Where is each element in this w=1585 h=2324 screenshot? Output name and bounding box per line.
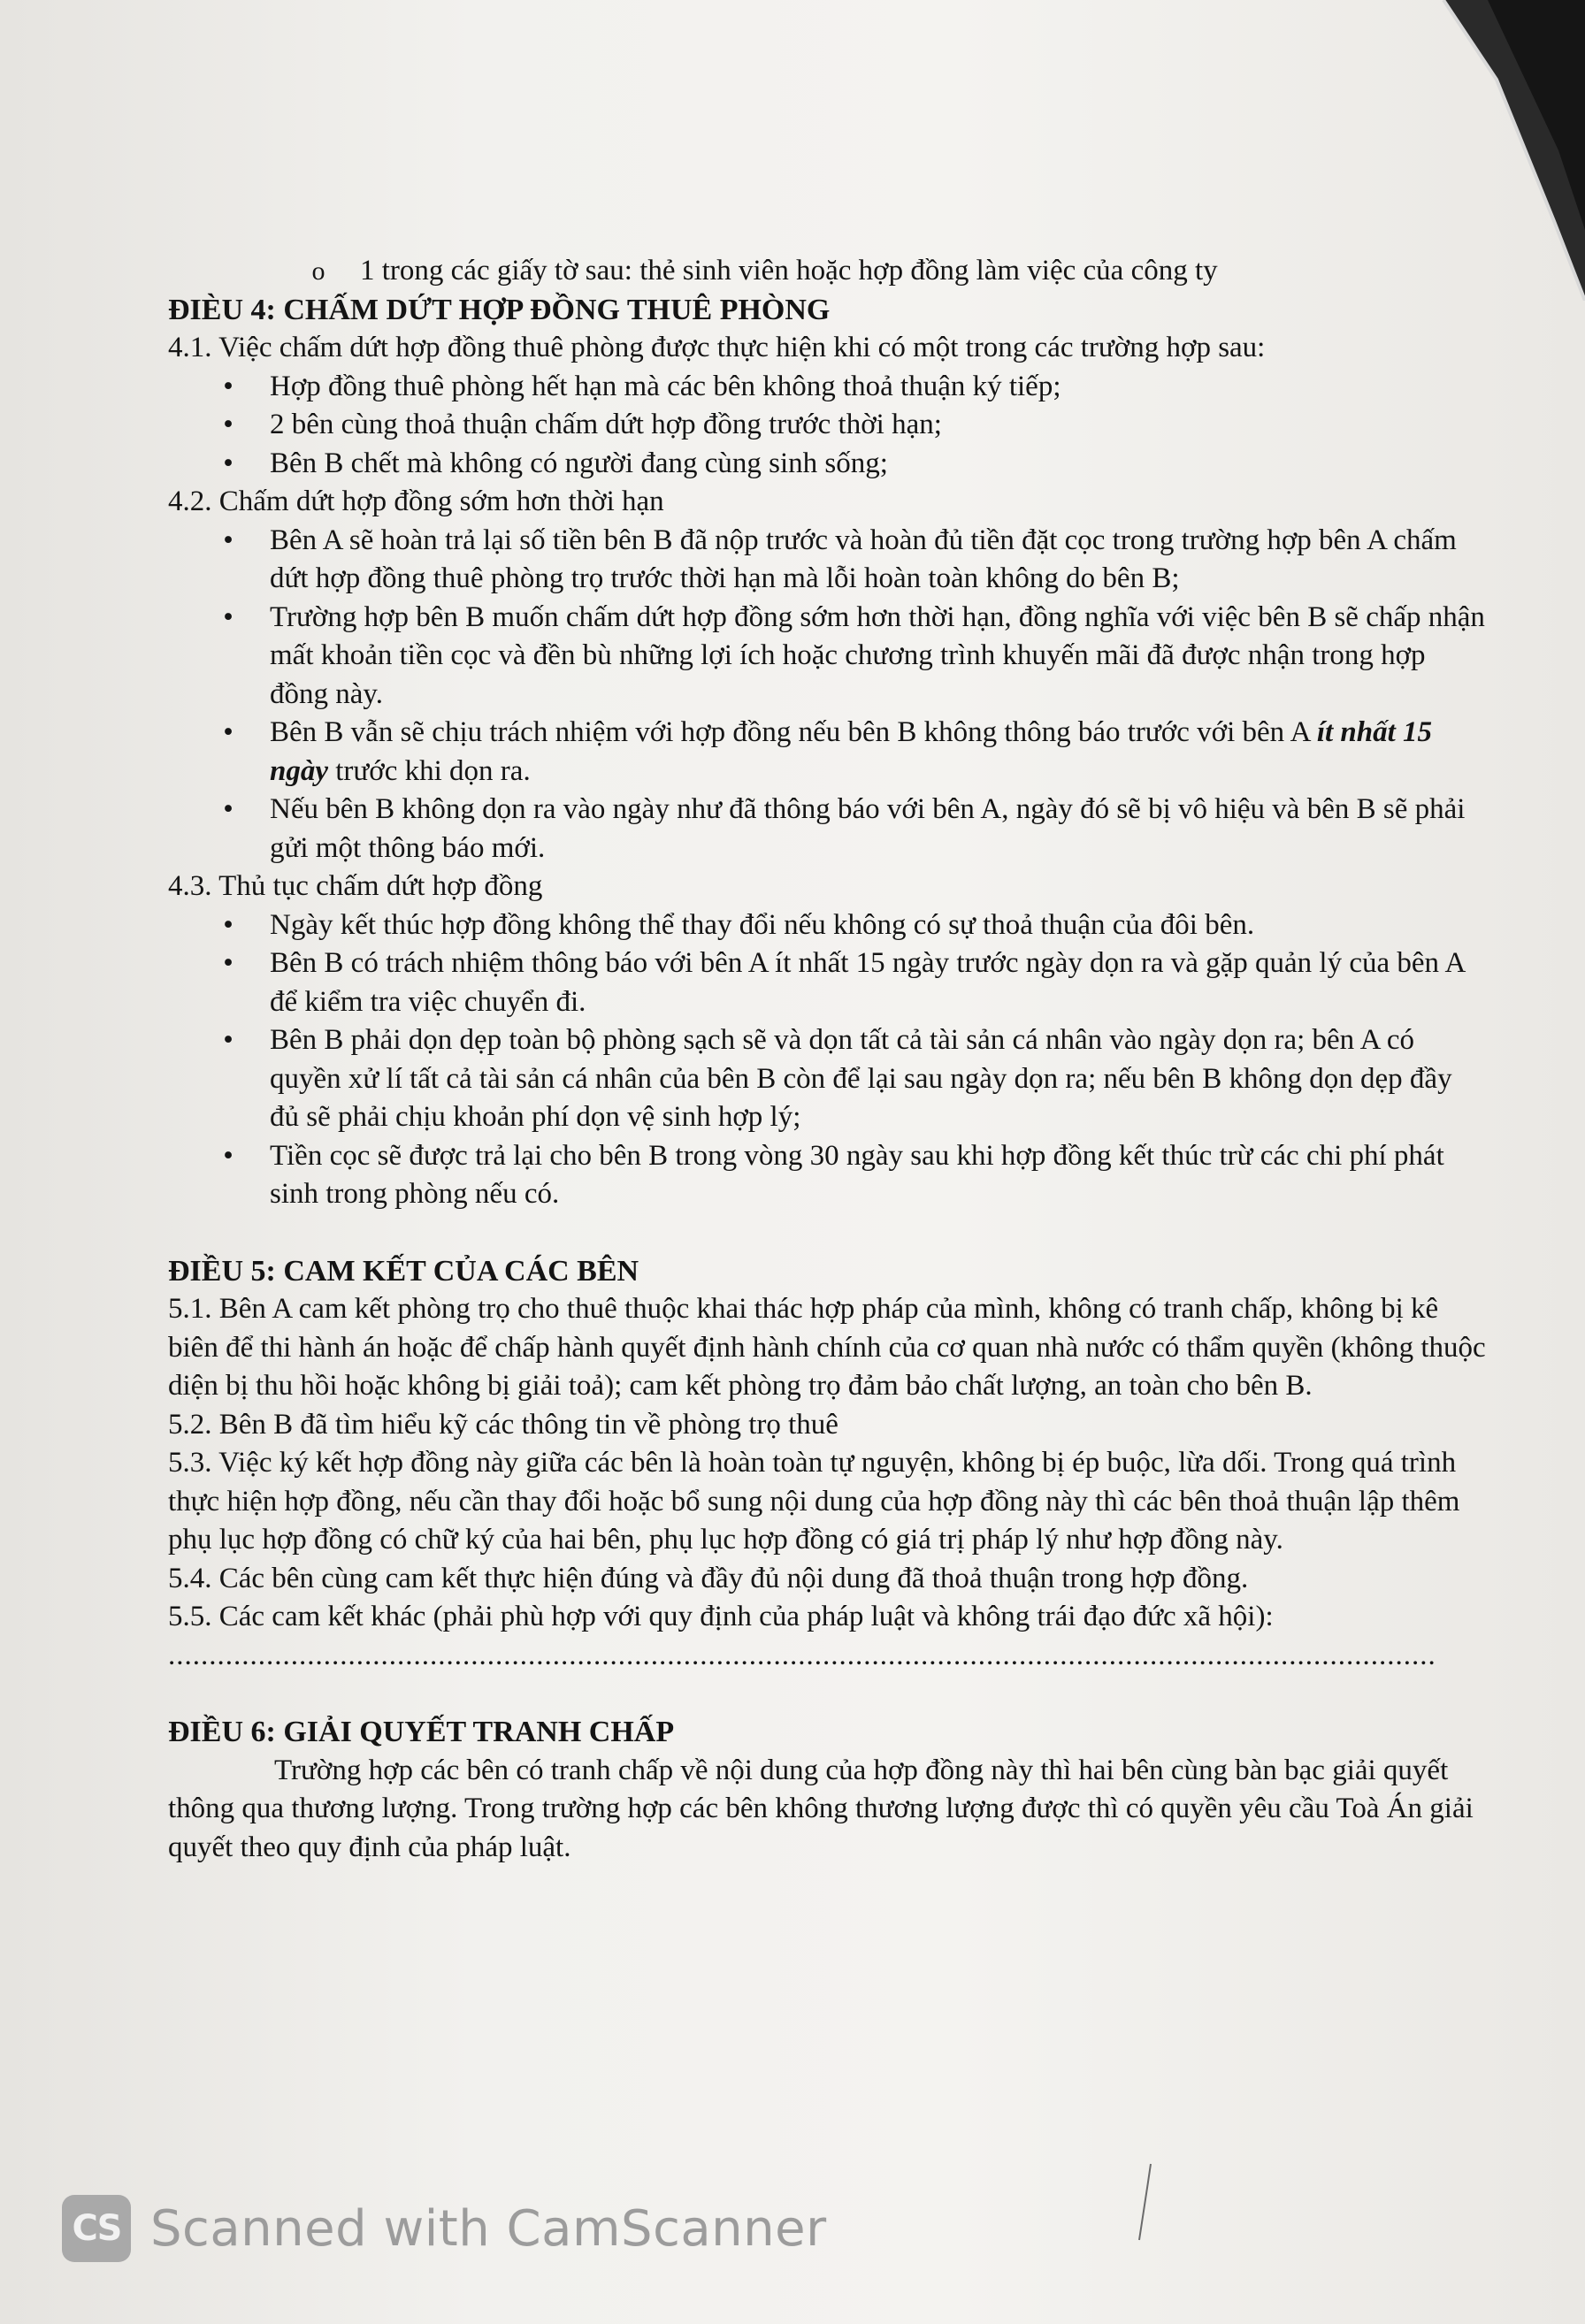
- clause-5-3: 5.3. Việc ký kết hợp đồng này giữa các bên là hoàn toàn tự nguyện, không bị ép buộc, lừa dối. Trong quá trình thực hiện hợp đồng, nếu cần thay đổi hoặc bổ sung nội dung của hợp đồng này thì các bên thoả thuận lập thêm phụ lục hợp đồng có chữ ký của hai bên, phụ lục hợp đồng có giá trị pháp lý như hợp đồng này.: [168, 1447, 1460, 1556]
- list-item: • Nếu bên B không dọn ra vào ngày như đã thông báo với bên A, ngày đó sẽ bị vô hiệu và bên B sẽ phải gửi một thông báo mới.: [168, 791, 1486, 868]
- list-item: • Tiền cọc sẽ được trả lại cho bên B trong vòng 30 ngày sau khi hợp đồng kết thúc trừ các chi phí phát sinh trong phòng nếu có.: [168, 1137, 1486, 1214]
- contract-text: [168, 252, 1486, 1867]
- dot-bullet: •: [223, 1024, 234, 1056]
- list-item: o 1 trong các giấy tờ sau: thẻ sinh viên hoặc hợp đồng làm việc của công ty: [168, 252, 1486, 291]
- camscanner-watermark: [62, 2193, 827, 2264]
- dot-bullet: •: [223, 793, 234, 825]
- article-5-heading: ĐIỀU 5: CAM KẾT CỦA CÁC BÊN: [168, 1254, 639, 1288]
- list-item: • Hợp đồng thuê phòng hết hạn mà các bên không thoả thuận ký tiếp;: [168, 368, 1486, 407]
- dot-bullet: •: [223, 370, 234, 402]
- fill-in-dotted-line: ...........................................................................................................................................................: [168, 1639, 1436, 1671]
- dot-bullet: •: [223, 1139, 234, 1172]
- clause-5-4: 5.4. Các bên cùng cam kết thực hiện đúng và đầy đủ nội dung đã thoả thuận trong hợp đồng.: [168, 1562, 1249, 1594]
- dot-bullet: •: [223, 600, 234, 633]
- watermark-text: Scanned with CamScanner: [150, 2199, 827, 2258]
- dot-bullet: •: [223, 524, 234, 556]
- list-item: • Bên B chết mà không có người đang cùng sinh sống;: [168, 445, 1486, 484]
- list-item: • Ngày kết thúc hợp đồng không thể thay đổi nếu không có sự thoả thuận của đôi bên.: [168, 906, 1486, 945]
- clause-4-3-list: [168, 906, 1486, 1214]
- list-item: • Bên B phải dọn dẹp toàn bộ phòng sạch sẽ và dọn tất cả tài sản cá nhân vào ngày dọn ra; bên A có quyền xử lí tất cả tài sản cá nhân của bên B còn để lại sau ngày dọn ra; nếu bên B không dọn dẹp đầy đủ sẽ phải chịu khoản phí dọn vệ sinh hợp lý;: [168, 1021, 1486, 1137]
- clause-5-5: 5.5. Các cam kết khác (phải phù hợp với quy định của pháp luật và không trái đạo đức xã hội):: [168, 1601, 1274, 1632]
- list-item: • Bên A sẽ hoàn trả lại số tiền bên B đã nộp trước và hoàn đủ tiền đặt cọc trong trường hợp bên A chấm dứt hợp đồng thuê phòng trọ trước thời hạn mà lỗi hoàn toàn không do bên B;: [168, 522, 1486, 599]
- dot-bullet: •: [223, 716, 234, 748]
- clause-5-2: 5.2. Bên B đã tìm hiểu kỹ các thông tin về phòng trọ thuê: [168, 1408, 838, 1441]
- clause-4-2: 4.2. Chấm dứt hợp đồng sớm hơn thời hạn: [168, 485, 664, 517]
- document-list: [168, 252, 1486, 291]
- camscanner-logo-icon: CS: [62, 2195, 131, 2262]
- list-item: • Bên B có trách nhiệm thông báo với bên A ít nhất 15 ngày trước ngày dọn ra và gặp quản lý của bên A để kiểm tra việc chuyển đi.: [168, 944, 1486, 1021]
- clause-4-3: 4.3. Thủ tục chấm dứt hợp đồng: [168, 870, 543, 902]
- clause-4-1: 4.1. Việc chấm dứt hợp đồng thuê phòng được thực hiện khi có một trong các trường hợp sau:: [168, 332, 1266, 363]
- list-item: • 2 bên cùng thoả thuận chấm dứt hợp đồng trước thời hạn;: [168, 406, 1486, 445]
- emphasis-15-days: ít nhất 15 ngày: [270, 716, 1433, 787]
- dot-bullet: •: [223, 409, 234, 440]
- article-6-body: Trường hợp các bên có tranh chấp về nội dung của hợp đồng này thì hai bên cùng bàn bạc giải quyết thông qua thương lượng. Trong trường hợp các bên không thương lượng được thì có quyền yêu cầu Toà Án giải quyết theo quy định của pháp luật.: [168, 1754, 1474, 1863]
- article-4-heading: ĐIÈU 4: CHẤM DỨT HỢP ĐỒNG THUÊ PHÒNG: [168, 293, 831, 326]
- clause-5-1: 5.1. Bên A cam kết phòng trọ cho thuê thuộc khai thác hợp pháp của mình, không có tranh chấp, không bị kê biên để thi hành án hoặc để chấp hành quyết định hành chính của cơ quan nhà nước có thẩm quyền (không thuộc diện bị thu hồi hoặc không bị giải toả); cam kết phòng trọ đảm bảo chất lượng, an toàn cho bên B.: [168, 1293, 1486, 1402]
- article-6-heading: ĐIỀU 6: GIẢI QUYẾT TRANH CHẤP: [168, 1716, 675, 1748]
- pen-stroke-mark: [1137, 2162, 1154, 2242]
- clause-4-2-list: [168, 522, 1486, 868]
- clause-4-1-list: [168, 368, 1486, 484]
- dot-bullet: •: [223, 947, 234, 979]
- dot-bullet: •: [223, 447, 234, 479]
- list-item: • Bên B vẫn sẽ chịu trách nhiệm với hợp đồng nếu bên B không thông báo trước với bên A ít nhất 15 ngày trước khi dọn ra.: [168, 714, 1486, 791]
- dot-bullet: •: [223, 908, 234, 941]
- circle-bullet: o: [311, 256, 325, 286]
- list-item: • Trường hợp bên B muốn chấm dứt hợp đồng sớm hơn thời hạn, đồng nghĩa với việc bên B sẽ chấp nhận mất khoản tiền cọc và đền bù những lợi ích hoặc chương trình khuyến mãi đã được nhận trong hợp đồng này.: [168, 599, 1486, 715]
